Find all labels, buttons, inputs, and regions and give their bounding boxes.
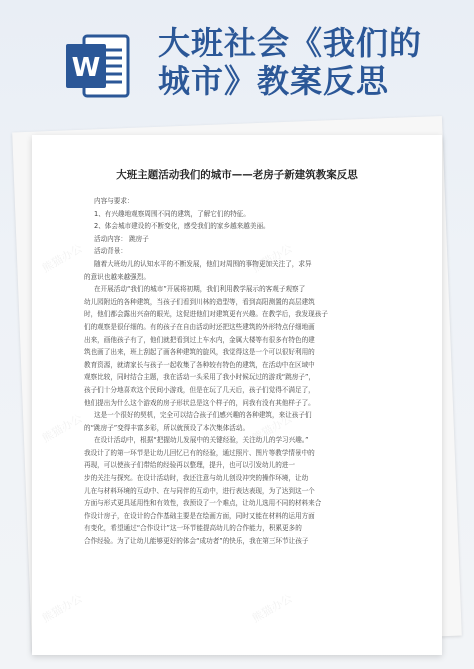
document-line: 内容与要求： [94, 197, 134, 205]
document-line: 活动背景： [94, 247, 127, 256]
document-line: 活动内容： 跳房子 [94, 234, 149, 243]
document-line: 1、有兴趣地观察周围不同的建筑，了解它们的特征。 [94, 209, 250, 218]
document-line: 的意识也越来越强烈。 [84, 272, 150, 281]
document-line: 我设计了的第一环节是让幼儿回忆已有的经验，通过照片、图片等教学情景中的 [84, 448, 315, 457]
document-title: 大班主题活动我们的城市——老房子新建筑教案反思 [116, 169, 358, 181]
document-line: 在设计活动中，根据“把握幼儿发展中的关键经验，关注幼儿的学习兴趣。” [94, 436, 309, 445]
document-line: 时，他们都会露出兴奋的眼光，这促进他们对建筑更有兴趣。在教学后，我发现孩子 [84, 310, 328, 319]
document-line: 作设计房子，在设计的合作基础主要是在绘画方面，同时又能在材料的运用方面 [84, 511, 315, 520]
document-line: 步的关注与探究。在设计活动时，我还注意与幼儿创设冲突的操作环境，让幼 [84, 474, 309, 483]
document-line: 教育资源，就请家长与孩子一起收集了各种较有特色的建筑，在活动中在区域中 [84, 360, 315, 369]
document-line: 筑也画了出来，班上刮起了画各种建筑的旋风，我觉得这是一个可以很好利用的 [84, 348, 315, 357]
document-line: 们的观察是很仔细的。有的孩子在自由活动时还把这些建筑的外形特点仔细地画 [84, 322, 315, 331]
document-line: 出来，画他孩子有了，他们就把看到过上车水内，金属大楼等有很多有特色的建 [84, 335, 315, 344]
document-line: 儿在与材料环境的互动中、在与同伴的互动中，进行表达表现，为了达到这一个 [84, 486, 315, 495]
page-title-line-2: 城市》教案反思 [158, 62, 390, 100]
header-banner [0, 0, 474, 110]
document-page [32, 135, 442, 655]
document-line: 有变化，希望通过“合作设计”这一环节能提高幼儿的合作能力，积累更多的 [84, 524, 302, 533]
document-line: 2、体会城市建设的不断变化，感受我们的家乡越来越美丽。 [94, 222, 270, 231]
document-line: 在开展活动“我们的城市”开展将初期，我们利用教学展示的客观子观察了 [94, 285, 306, 294]
document-line: 的“跳房子”变得丰富多彩，所以就预设了本次集体活动。 [84, 423, 250, 432]
document-line: 幼儿园附近的各种建筑，当孩子们看到川林的造型等，看到高阳测置的高层建筑 [84, 297, 315, 306]
word-icon-letter: W [71, 53, 101, 83]
word-document-icon [62, 30, 134, 102]
document-line: 随着大班幼儿的认知水平的不断发展，他们对周围的事物更加关注了，求异 [94, 259, 312, 268]
document-line: 这是一个很好的契机，完全可以结合孩子们感兴趣的各种建筑，来让孩子们 [94, 411, 312, 420]
document-line: 他们提出为什么这个游戏的房子形状总是这个样子的，问我有没有其他样子了。 [84, 398, 315, 407]
document-line: 孩子们十分地喜欢这个民间小游戏，但是在玩了几天后，孩子们觉得不满足了， [84, 385, 315, 394]
page-title-line-1: 大班社会《我们的 [158, 24, 423, 62]
document-line: 再现，可以使孩子们带给的经验再以整理，提升，也可以引发幼儿的进一 [84, 461, 295, 470]
document-line: 方面与形式更具延用性和有效性，我预设了一个难点，让幼儿选用不同的材料来合 [84, 499, 322, 508]
document-line: 观察比较，同时结合主题，我在活动一头采用了我小时候玩过的游戏“跳房子”， [84, 373, 316, 382]
page-title [158, 24, 458, 100]
document-line: 合作经验。为了让幼儿能够更好的体会“成功者”的快乐，我在第三环节让孩子 [84, 537, 309, 546]
document-body [84, 195, 408, 548]
